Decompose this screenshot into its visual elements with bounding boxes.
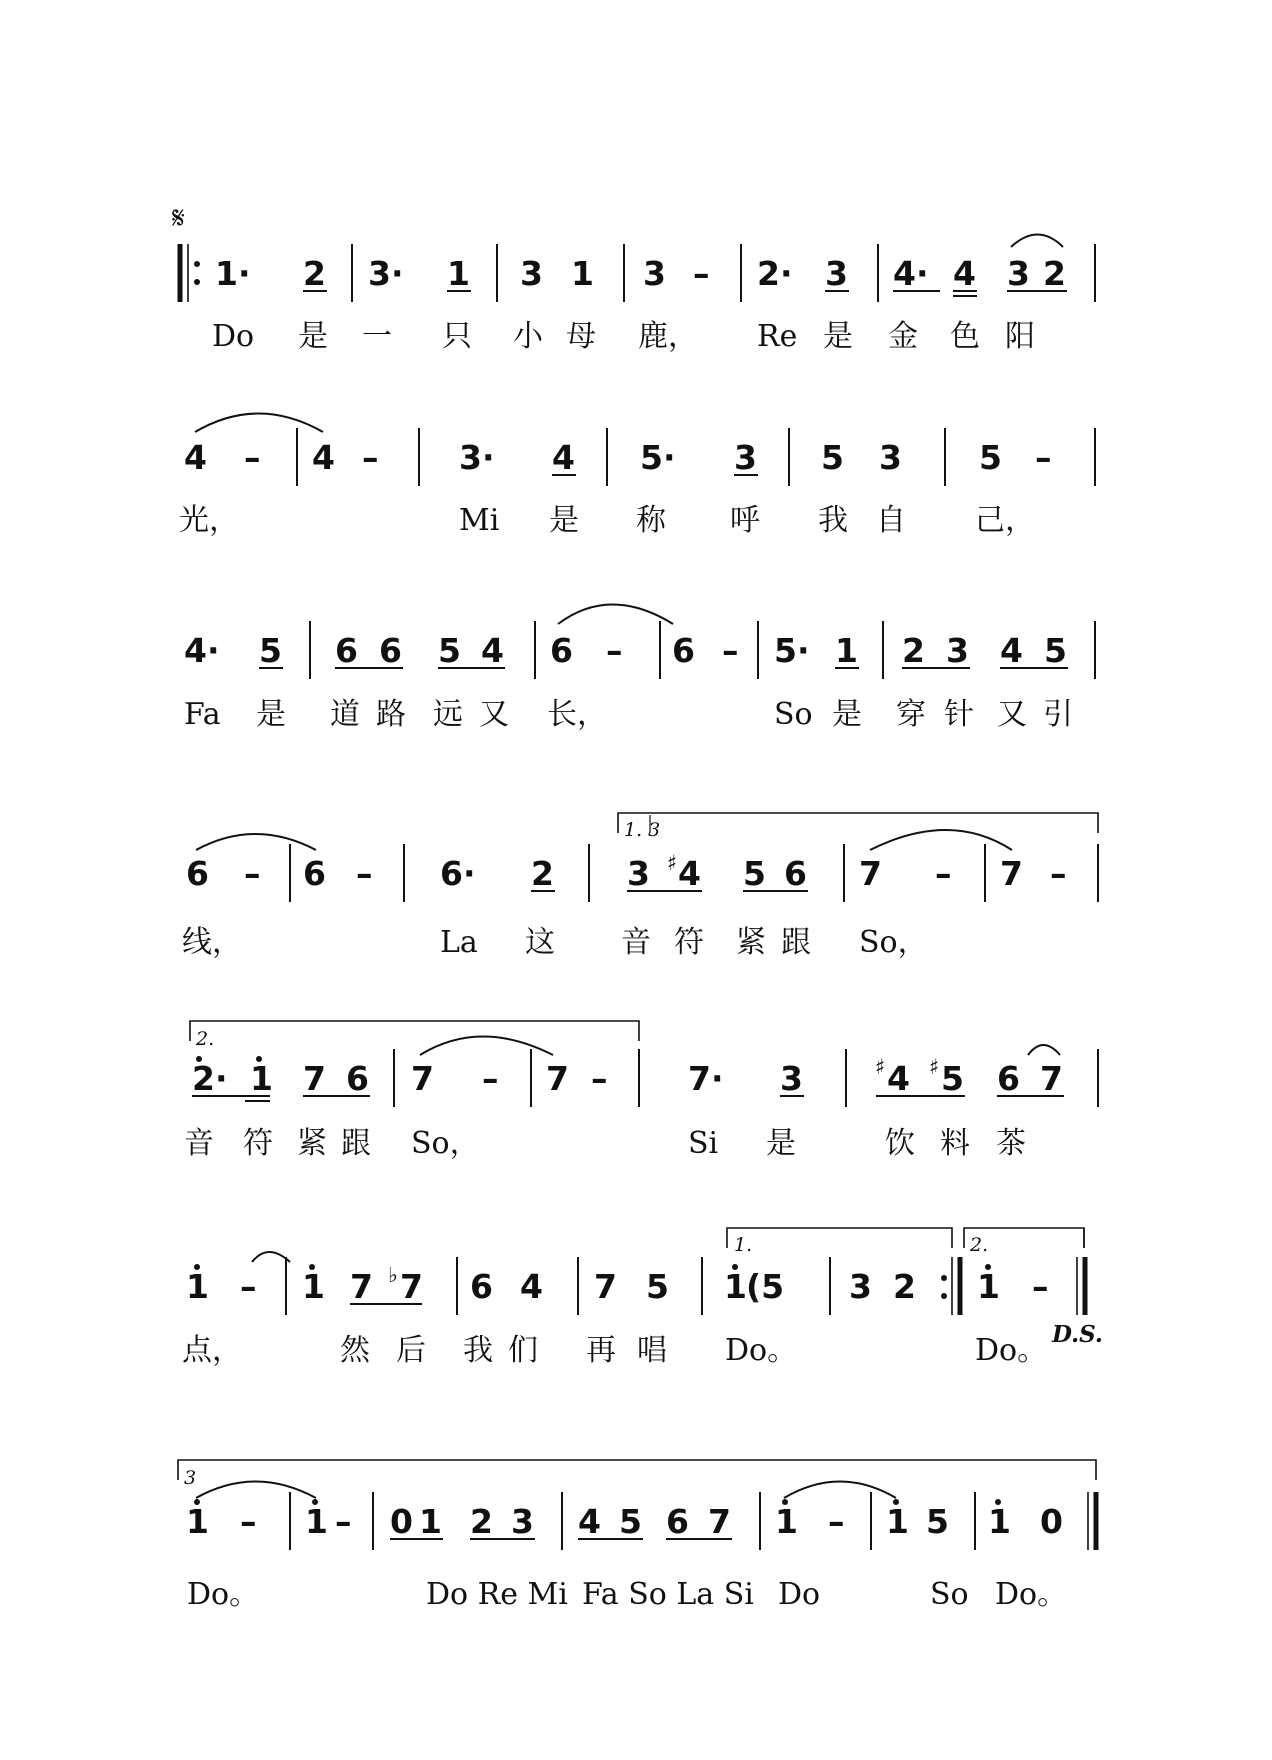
lyric: 金: [888, 319, 918, 354]
note: 4: [578, 1502, 601, 1541]
lyric: Do: [212, 319, 255, 354]
lyrics-line-5: [184, 1126, 1026, 1161]
note: 5: [979, 438, 1002, 477]
lyric: 音: [184, 1126, 214, 1161]
note: 1: [302, 1267, 325, 1306]
note: 7: [859, 854, 882, 893]
note: –: [356, 854, 373, 893]
lyric: 这: [525, 925, 555, 960]
note: –: [335, 1502, 352, 1541]
lyric: 茶: [996, 1126, 1026, 1161]
note: 5: [941, 1059, 964, 1098]
note: –: [606, 631, 623, 670]
lyric: Fa So La Si: [582, 1577, 754, 1612]
notes-line-3: [184, 631, 1067, 670]
lyric: 又: [479, 697, 509, 732]
note: –: [591, 1059, 608, 1098]
note: –: [935, 854, 952, 893]
lyric: 后: [396, 1333, 426, 1368]
note: 1: [835, 631, 858, 670]
lyric: 是: [823, 319, 853, 354]
lyric: 点，: [182, 1333, 242, 1368]
note: 2·: [757, 254, 793, 293]
note: 5: [259, 631, 282, 670]
lyric: Si: [688, 1126, 719, 1161]
lyric: 引: [1043, 697, 1073, 732]
note: 1: [305, 1502, 328, 1541]
lyric: 饮: [885, 1126, 915, 1161]
note: 5: [821, 438, 844, 477]
ds-marker: D.S.: [1052, 1321, 1103, 1348]
lyric: 再: [586, 1333, 616, 1368]
note: 6: [470, 1267, 493, 1306]
lyric: 色: [950, 319, 980, 354]
note: 7·: [688, 1059, 724, 1098]
note: 5: [619, 1502, 642, 1541]
note: 3: [879, 438, 902, 477]
lyric: 小: [513, 319, 543, 354]
note: 6·: [440, 854, 476, 893]
note: 2: [1043, 254, 1066, 293]
note: 7: [708, 1502, 731, 1541]
staff-line-6: [194, 1228, 1085, 1315]
note: 1: [419, 1502, 442, 1541]
lyric: 符: [243, 1126, 273, 1161]
note: 6: [379, 631, 402, 670]
lyric: 唱: [637, 1333, 667, 1368]
lyric: 料: [940, 1126, 970, 1161]
note: 2: [470, 1502, 493, 1541]
note: 4: [520, 1267, 543, 1306]
note: 3: [849, 1267, 872, 1306]
note: 1: [447, 254, 470, 293]
note: 5: [646, 1267, 669, 1306]
note: –: [244, 854, 261, 893]
lyric: 一: [362, 319, 392, 354]
notes-line-7: [186, 1502, 1063, 1541]
lyric: Do。: [187, 1577, 260, 1612]
lyric: So，: [859, 925, 928, 960]
note: 3: [511, 1502, 534, 1541]
lyric: 自: [876, 503, 906, 538]
note: –: [693, 254, 710, 293]
note: 1: [988, 1502, 1011, 1541]
note: 6: [550, 631, 573, 670]
note: 1: [724, 1267, 747, 1306]
note: 1·: [215, 254, 251, 293]
note: 6: [666, 1502, 689, 1541]
note: 1: [886, 1502, 909, 1541]
note: –: [244, 438, 261, 477]
lyric: 路: [376, 697, 406, 732]
lyrics-line-7: [187, 1577, 1067, 1612]
note: 7: [303, 1059, 326, 1098]
lyric: Do。: [725, 1333, 798, 1368]
note: 1: [571, 254, 594, 293]
lyric: 跟: [341, 1126, 371, 1161]
lyrics-line-4: [182, 925, 928, 960]
note: 4: [953, 254, 976, 293]
note: 3·: [368, 254, 404, 293]
note: 0: [390, 1502, 413, 1541]
note: 4: [481, 631, 504, 670]
lyric: 我: [463, 1333, 493, 1368]
lyric: Do。: [995, 1577, 1068, 1612]
lyric: 是: [298, 319, 328, 354]
lyric: 阳: [1005, 319, 1035, 354]
note: 6: [335, 631, 358, 670]
lyric: So，: [411, 1126, 480, 1161]
volta-label: 1. 3: [624, 819, 661, 841]
lyric: 只: [442, 319, 472, 354]
lyric: 跟: [781, 925, 811, 960]
note: –: [722, 631, 739, 670]
note: 3: [643, 254, 666, 293]
lyrics-line-2: [179, 503, 1035, 538]
note: 5·: [640, 438, 676, 477]
note: 7: [1040, 1059, 1063, 1098]
note: 5: [743, 854, 766, 893]
note: 7: [594, 1267, 617, 1306]
lyric: 穿: [896, 697, 926, 732]
note: 1: [186, 1267, 209, 1306]
note: –: [1035, 438, 1052, 477]
lyric: 己，: [975, 503, 1035, 538]
lyric: 是: [766, 1126, 796, 1161]
note: 4·: [184, 631, 220, 670]
note: 7: [350, 1267, 373, 1306]
sharp-icon: ♯: [929, 1055, 940, 1079]
lyric: 是: [832, 697, 862, 732]
notes-line-6: [186, 1263, 1049, 1306]
lyric: Do。: [975, 1333, 1048, 1368]
note: 6: [303, 854, 326, 893]
lyric: 是: [549, 503, 579, 538]
notes-line-2: [184, 438, 1052, 477]
note: 6: [346, 1059, 369, 1098]
lyric: 远: [433, 697, 463, 732]
lyric: 音: [621, 925, 651, 960]
note: –: [240, 1267, 257, 1306]
lyric: Do: [778, 1577, 821, 1612]
note: 2: [303, 254, 326, 293]
note: 1: [250, 1059, 273, 1098]
note: 5: [438, 631, 461, 670]
lyric: 鹿，: [638, 319, 698, 354]
lyric: Fa: [184, 697, 221, 732]
note: 3: [1007, 254, 1030, 293]
note: (5: [746, 1267, 785, 1306]
segno-sign: 𝄋: [172, 201, 185, 236]
note: 3: [520, 254, 543, 293]
note: –: [828, 1502, 845, 1541]
note: 2: [902, 631, 925, 670]
note: 1: [977, 1267, 1000, 1306]
note: 3: [734, 438, 757, 477]
note: 3·: [459, 438, 495, 477]
notes-line-4: [186, 851, 1067, 893]
lyric: 紧: [297, 1126, 327, 1161]
sharp-icon: ♯: [875, 1055, 886, 1079]
lyric: So: [774, 697, 813, 732]
note: 5: [1044, 631, 1067, 670]
note: 3: [946, 631, 969, 670]
note: –: [240, 1502, 257, 1541]
note: 2: [893, 1267, 916, 1306]
lyric: 光，: [179, 503, 239, 538]
lyric: La: [440, 925, 478, 960]
lyric: Mi: [459, 503, 500, 538]
lyrics-line-1: [212, 319, 1035, 354]
note: 6: [186, 854, 209, 893]
note: 6: [672, 631, 695, 670]
note: 4: [184, 438, 207, 477]
lyric: So: [930, 1577, 969, 1612]
note: 6: [997, 1059, 1020, 1098]
volta-label: 2.: [970, 1234, 989, 1256]
note: 4: [887, 1059, 910, 1098]
lyric: 们: [508, 1333, 538, 1368]
note: 1: [775, 1502, 798, 1541]
note: –: [362, 438, 379, 477]
note: 7: [411, 1059, 434, 1098]
note: 0: [1040, 1502, 1063, 1541]
lyric: 我: [818, 503, 848, 538]
lyrics-line-6: [182, 1333, 1047, 1368]
lyric: 符: [674, 925, 704, 960]
sharp-icon: ♯: [667, 851, 678, 875]
note: 4: [552, 438, 575, 477]
note: –: [482, 1059, 499, 1098]
note: 1: [186, 1502, 209, 1541]
flat-icon: ♭: [388, 1263, 398, 1287]
lyric: 长，: [547, 697, 607, 732]
note: 5: [926, 1502, 949, 1541]
note: 4·: [893, 254, 929, 293]
note: 7: [1000, 854, 1023, 893]
note: 4: [1000, 631, 1023, 670]
lyric: Do Re Mi: [426, 1577, 568, 1612]
note: 2·: [192, 1059, 228, 1098]
notes-line-5: [192, 1055, 1063, 1098]
note: –: [1032, 1267, 1049, 1306]
note: 3: [627, 854, 650, 893]
volta-label: 2.: [196, 1028, 215, 1050]
lyric: 又: [997, 697, 1027, 732]
note: –: [1050, 854, 1067, 893]
lyrics-line-3: [184, 697, 1073, 732]
lyric: 母: [566, 319, 596, 354]
note: 2: [531, 854, 554, 893]
note: 7: [546, 1059, 569, 1098]
lyric: 呼: [730, 503, 760, 538]
lyric: 称: [636, 503, 666, 538]
notes-line-1: [215, 254, 1066, 293]
lyric: 线，: [182, 925, 242, 960]
note: 7: [400, 1267, 423, 1306]
note: 3: [780, 1059, 803, 1098]
lyric: 然: [340, 1333, 370, 1368]
lyric: Re: [757, 319, 798, 354]
volta-label: 3: [184, 1467, 197, 1489]
note: 4: [678, 854, 701, 893]
note: 3: [825, 254, 848, 293]
lyric: 道: [330, 697, 360, 732]
note: 6: [784, 854, 807, 893]
lyric: 紧: [736, 925, 766, 960]
lyric: 针: [944, 697, 974, 732]
lyric: 是: [256, 697, 286, 732]
note: 5·: [774, 631, 810, 670]
volta-label: 1.: [734, 1234, 753, 1256]
note: 4: [312, 438, 335, 477]
